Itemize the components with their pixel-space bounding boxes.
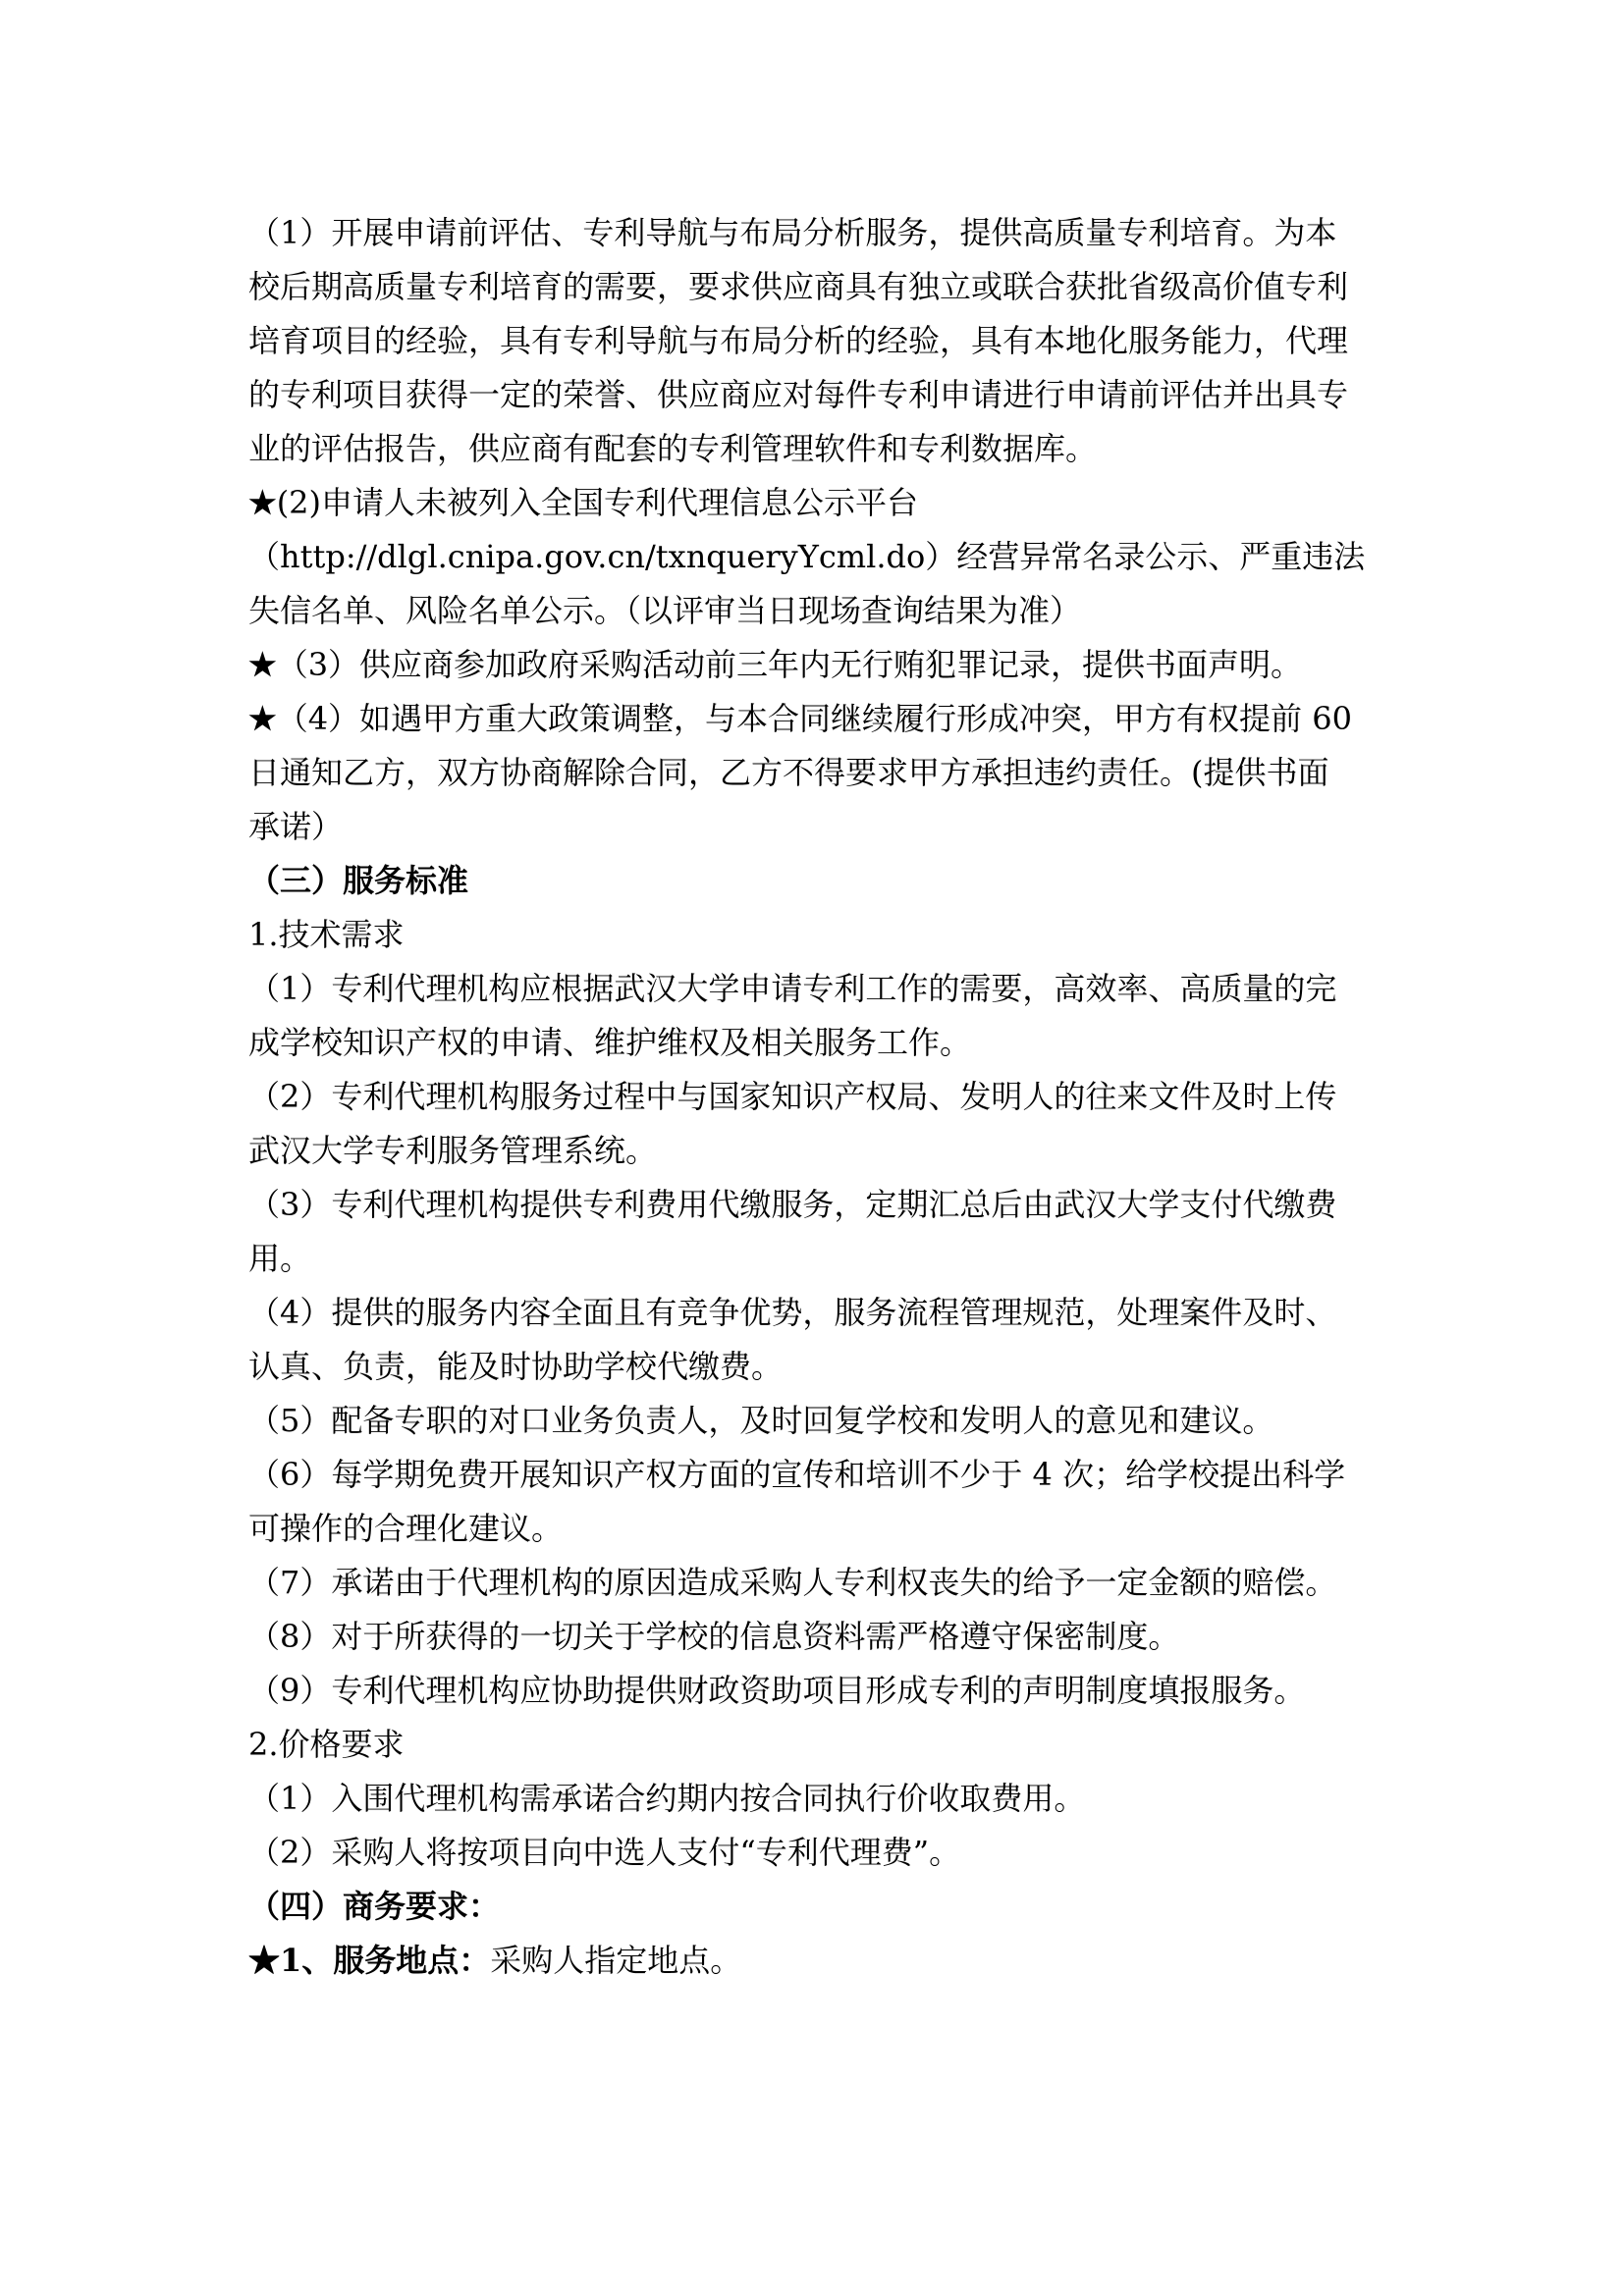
star-icon: ★ [248,646,277,683]
paragraph-line: 成学校知识产权的申请、维护维权及相关服务工作。 [248,1024,972,1061]
paragraph-line: （8）对于所获得的一切关于学校的信息资料需严格遵守保密制度。 [248,1618,1180,1655]
star-icon: ★ [248,700,277,737]
paragraph-line: 认真、负责，能及时协助学校代缴费。 [248,1348,784,1385]
paragraph-line: （3）专利代理机构提供专利费用代缴服务，定期汇总后由武汉大学支付代缴费 [248,1186,1337,1223]
paragraph-line [248,476,1387,530]
paragraph-line: （2）专利代理机构服务过程中与国家知识产权局、发明人的往来文件及时上传 [248,1078,1337,1115]
star-icon: ★ [248,1942,281,1979]
paragraph-line: 武汉大学专利服务管理系统。 [248,1132,658,1169]
paragraph-line: （1）专利代理机构应根据武汉大学申请专利工作的需要，高效率、高质量的完 [248,970,1337,1007]
paragraph-line: （9）专利代理机构应协助提供财政资助项目形成专利的声明制度填报服务。 [248,1672,1306,1709]
paragraph-line: （5）配备专职的对口业务负责人，及时回复学校和发明人的意见和建议。 [248,1402,1274,1439]
paragraph-line: （1）入围代理机构需承诺合约期内按合同执行价收取费用。 [248,1780,1086,1817]
paragraph-line: （2）采购人将按项目向中选人支付“专利代理费”。 [248,1834,961,1871]
document-page [248,206,1387,1988]
paragraph-line: 业的评估报告，供应商有配套的专利管理软件和专利数据库。 [248,430,1098,467]
paragraph-line: 日通知乙方，双方协商解除合同，乙方不得要求甲方承担违约责任。(提供书面 [248,754,1329,791]
paragraph-line: （http://dlgl.cnipa.gov.cn/txnqueryYcml.do）经营异常名录公示、严重违法 [248,538,1366,575]
paragraph-line: （6）每学期免费开展知识产权方面的宣传和培训不少于 4 次；给学校提出科学 [248,1456,1346,1493]
paragraph-line: （7）承诺由于代理机构的原因造成采购人专利权丧失的给予一定金额的赔偿。 [248,1564,1337,1601]
section-heading: （四）商务要求： [248,1888,501,1925]
service-location-value: 采购人指定地点。 [490,1942,742,1979]
subsection-heading: 1.技术需求 [248,916,405,953]
paragraph-line: 培育项目的经验，具有专利导航与布局分析的经验，具有本地化服务能力，代理 [248,322,1349,359]
paragraph-line [248,692,1387,746]
paragraph-line: 校后期高质量专利培育的需要，要求供应商具有独立或联合获批省级高价值专利 [248,268,1349,305]
paragraph-line: （4）提供的服务内容全面且有竞争优势，服务流程管理规范，处理案件及时、 [248,1294,1337,1331]
paragraph-line: 承诺） [248,808,344,845]
star-icon: ★ [248,484,277,521]
paragraph-line: （1）开展申请前评估、专利导航与布局分析服务，提供高质量专利培育。为本 [248,214,1337,251]
subsection-heading: 2.价格要求 [248,1726,405,1763]
paragraph-line: 可操作的合理化建议。 [248,1510,564,1547]
paragraph-line [248,638,1387,692]
service-location-label: 1、服务地点： [280,1942,491,1979]
paragraph-line [248,1934,1387,1988]
paragraph-line: 用。 [248,1240,312,1277]
requirement-text: （3）供应商参加政府采购活动前三年内无行贿犯罪记录，提供书面声明。 [276,646,1303,683]
paragraph-line: 失信名单、风险名单公示。（以评审当日现场查询结果为准） [248,592,1082,629]
section-heading: （三）服务标准 [248,862,469,899]
requirement-text: (2)申请人未被列入全国专利代理信息公示平台 [276,484,919,521]
paragraph-line: 的专利项目获得一定的荣誉、供应商应对每件专利申请进行申请前评估并出具专 [248,376,1349,413]
requirement-text: （4）如遇甲方重大政策调整，与本合同继续履行形成冲突，甲方有权提前 60 [276,700,1352,737]
